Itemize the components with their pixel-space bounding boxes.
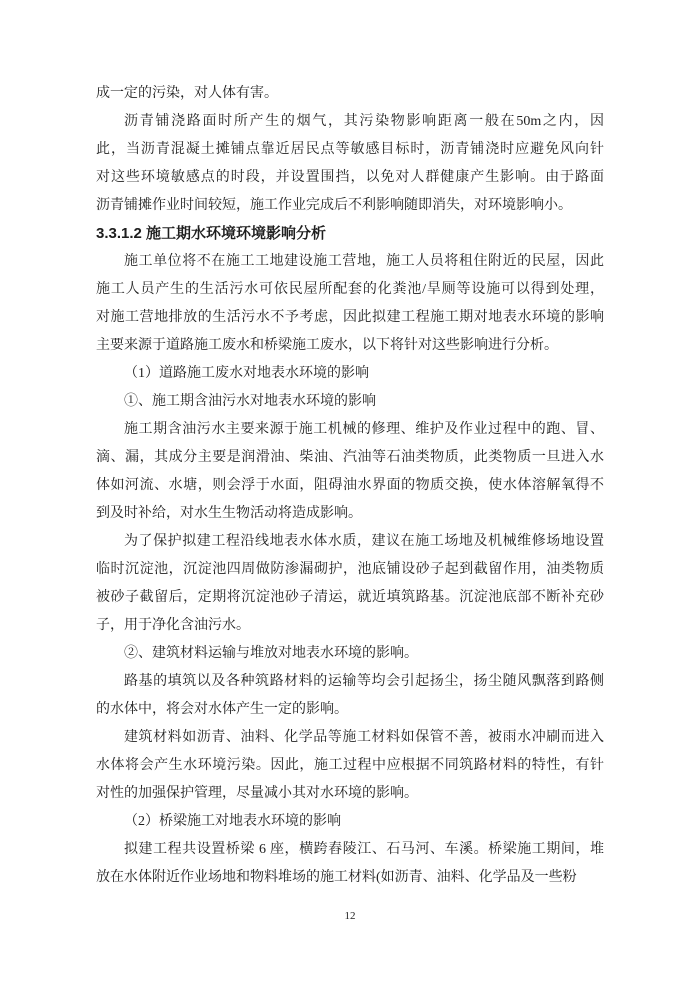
text-line: （1）道路施工废水对地表水环境的影响: [124, 366, 369, 381]
text-line: 对这些环境敏感点的时段，并设置围挡，以免对人群健康产生影响。由于路面: [96, 170, 604, 185]
text-line: 沥青铺摊作业时间较短，施工作业完成后不利影响随即消失，对环境影响小。: [96, 198, 572, 213]
paragraph: [96, 668, 604, 724]
document-body: [96, 80, 604, 892]
paragraph: [96, 724, 604, 808]
text-line: （2）桥梁施工对地表水环境的影响: [124, 814, 341, 829]
text-line: 的水体中，将会对水体产生一定的影响。: [96, 702, 348, 717]
text-line: 3.3.1.2 施工期水环境环境影响分析: [96, 225, 327, 242]
page-number: 12: [344, 910, 356, 922]
paragraph: [96, 528, 604, 640]
text-line: 成一定的污染，对人体有害。: [96, 86, 278, 101]
text-line: 施工期含油污水主要来源于施工机械的修理、维护及作业过程中的跑、冒、: [124, 422, 604, 437]
text-line: 临时沉淀池，沉淀池四周做防渗漏砌护，池底铺设砂子起到截留作用，油类物质: [96, 562, 604, 577]
text-line: 放在水体附近作业场地和物料堆场的施工材料(如沥青、油料、化学品及一些粉: [96, 870, 577, 885]
text-line: 体如河流、水塘，则会浮于水面，阻碍油水界面的物质交换，使水体溶解氧得不: [96, 478, 604, 493]
subheading: [96, 360, 604, 388]
text-line: 子，用于净化含油污水。: [96, 618, 250, 633]
text-line: 对施工营地排放的生活污水不予考虑，因此拟建工程施工期对地表水环境的影响: [96, 310, 604, 325]
paragraph: [96, 108, 604, 220]
paragraph: [96, 836, 604, 892]
continuation: [96, 80, 604, 108]
text-line: 此，当沥青混凝土摊铺点靠近居民点等敏感目标时，沥青铺浇时应避免风向针: [96, 142, 604, 157]
text-line: 施工单位将不在施工工地建设施工营地，施工人员将租住附近的民屋，因此: [124, 254, 604, 269]
paragraph: [96, 416, 604, 528]
subheading: [96, 808, 604, 836]
paragraph: [96, 248, 604, 360]
text-line: 水体将会产生水环境污染。因此，施工过程中应根据不同筑路材料的特性，有针: [96, 758, 604, 773]
subheading: [96, 640, 604, 668]
text-line: 路基的填筑以及各种筑路材料的运输等均会引起扬尘，扬尘随风飘落到路侧: [124, 674, 604, 689]
text-line: 主要来源于道路施工废水和桥梁施工废水，以下将针对这些影响进行分析。: [96, 338, 558, 353]
text-line: 为了保护拟建工程沿线地表水体水质，建议在施工场地及机械维修场地设置: [124, 534, 604, 549]
text-line: ②、建筑材料运输与堆放对地表水环境的影响。: [124, 646, 418, 661]
text-line: 建筑材料如沥青、油料、化学品等施工材料如保管不善，被雨水冲刷而进入: [124, 730, 604, 745]
text-line: 拟建工程共设置桥梁 6 座，横跨舂陵江、石马河、车溪。桥梁施工期间，堆: [124, 842, 604, 857]
text-line: 施工人员产生的生活污水可依民屋所配套的化粪池/旱厕等设施可以得到处理，: [96, 282, 604, 297]
text-line: 被砂子截留后，定期将沉淀池砂子清运，就近填筑路基。沉淀池底部不断补充砂: [96, 590, 604, 605]
subheading: [96, 388, 604, 416]
text-line: 到及时补给，对水生生物活动将造成影响。: [96, 506, 362, 521]
text-line: 滴、漏，其成分主要是润滑油、柴油、汽油等石油类物质，此类物质一旦进入水: [96, 450, 604, 465]
section-heading: [96, 220, 604, 248]
text-line: 沥青铺浇路面时所产生的烟气，其污染物影响距离一般在50m之内，因: [124, 114, 604, 129]
text-line: 对性的加强保护管理，尽量减小其对水环境的影响。: [96, 786, 418, 801]
text-line: ①、施工期含油污水对地表水环境的影响: [124, 394, 376, 409]
